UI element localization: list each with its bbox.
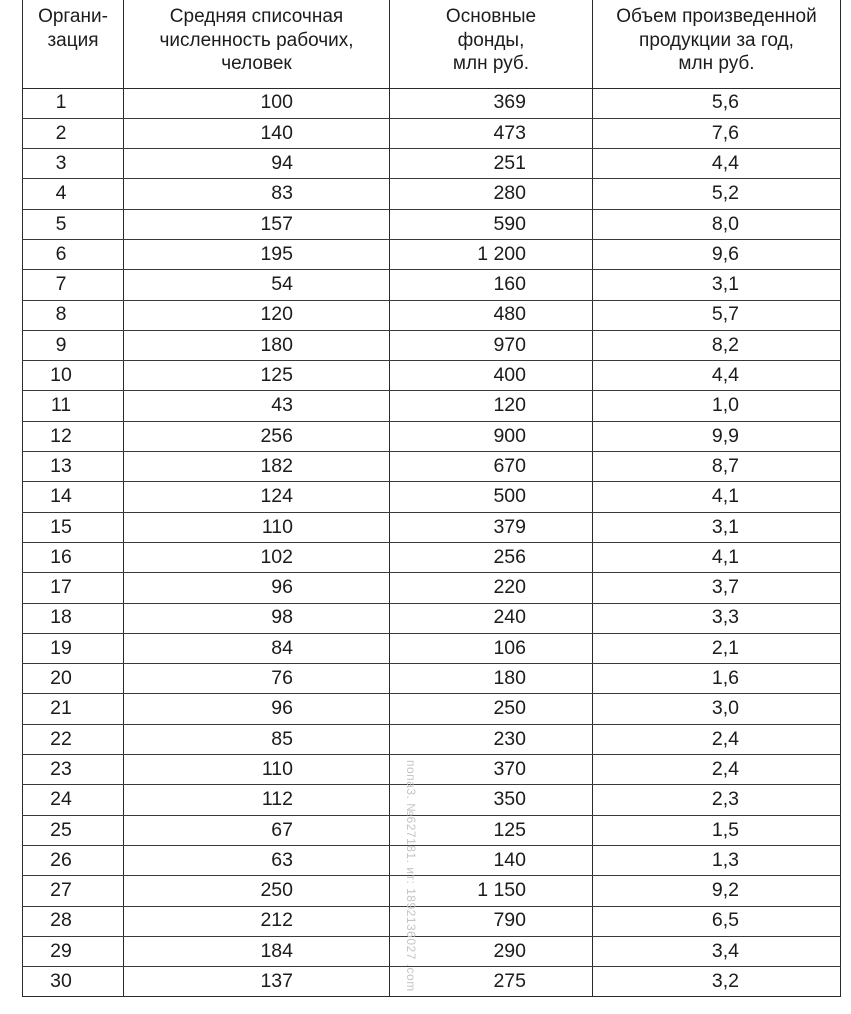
cell-organization: 13 [23, 452, 124, 482]
table-row [23, 179, 841, 209]
cell-organization: 22 [23, 724, 124, 754]
table-row [23, 391, 841, 421]
cell-output: 2,1 [593, 633, 841, 663]
header-line: Средняя списочная [169, 6, 344, 27]
cell-output: 8,0 [593, 209, 841, 239]
table-row [23, 209, 841, 239]
cell-workers: 94 [124, 149, 390, 179]
cell-organization: 14 [23, 482, 124, 512]
cell-workers: 140 [124, 118, 390, 148]
cell-output: 4,1 [593, 482, 841, 512]
cell-output: 4,4 [593, 149, 841, 179]
document-page [22, 0, 840, 997]
cell-workers: 67 [124, 815, 390, 845]
cell-fixed-assets: 379 [390, 512, 593, 542]
header-line: млн руб. [678, 53, 755, 74]
cell-output: 3,3 [593, 603, 841, 633]
cell-output: 9,9 [593, 421, 841, 451]
cell-output: 1,6 [593, 664, 841, 694]
cell-workers: 250 [124, 876, 390, 906]
table-row [23, 845, 841, 875]
cell-fixed-assets: 290 [390, 936, 593, 966]
header-line: численность рабочих, [159, 29, 354, 51]
table-row [23, 936, 841, 966]
cell-output: 2,4 [593, 755, 841, 785]
cell-output: 5,7 [593, 300, 841, 330]
cell-output: 9,6 [593, 239, 841, 269]
cell-organization: 27 [23, 876, 124, 906]
table-row [23, 785, 841, 815]
cell-organization: 8 [23, 300, 124, 330]
table-row [23, 573, 841, 603]
cell-fixed-assets: 250 [390, 694, 593, 724]
cell-output: 5,2 [593, 179, 841, 209]
cell-workers: 63 [124, 845, 390, 875]
cell-fixed-assets: 120 [390, 391, 593, 421]
header-line: человек [221, 53, 292, 74]
cell-fixed-assets: 106 [390, 633, 593, 663]
cell-fixed-assets: 350 [390, 785, 593, 815]
cell-organization: 6 [23, 239, 124, 269]
header-workers [124, 0, 390, 88]
cell-workers: 157 [124, 209, 390, 239]
cell-workers: 120 [124, 300, 390, 330]
header-line: продукции за год, [639, 29, 794, 51]
table-row [23, 906, 841, 936]
table-row [23, 724, 841, 754]
cell-workers: 137 [124, 967, 390, 997]
table-row [23, 664, 841, 694]
cell-fixed-assets: 790 [390, 906, 593, 936]
cell-output: 8,2 [593, 330, 841, 360]
cell-fixed-assets: 1 150 [390, 876, 593, 906]
cell-fixed-assets: 240 [390, 603, 593, 633]
cell-workers: 184 [124, 936, 390, 966]
cell-output: 3,1 [593, 270, 841, 300]
cell-organization: 23 [23, 755, 124, 785]
cell-fixed-assets: 256 [390, 542, 593, 572]
cell-workers: 182 [124, 452, 390, 482]
table-row [23, 755, 841, 785]
cell-workers: 112 [124, 785, 390, 815]
cell-fixed-assets: 160 [390, 270, 593, 300]
table-row [23, 815, 841, 845]
cell-workers: 124 [124, 482, 390, 512]
header-line: зация [47, 29, 99, 51]
header-line: Основные [445, 6, 537, 27]
cell-output: 6,5 [593, 906, 841, 936]
cell-workers: 102 [124, 542, 390, 572]
cell-fixed-assets: 280 [390, 179, 593, 209]
cell-workers: 180 [124, 330, 390, 360]
cell-fixed-assets: 480 [390, 300, 593, 330]
table-row [23, 512, 841, 542]
cell-fixed-assets: 500 [390, 482, 593, 512]
cell-organization: 5 [23, 209, 124, 239]
cell-organization: 7 [23, 270, 124, 300]
header-line: Объем произведенной [616, 6, 817, 27]
cell-organization: 4 [23, 179, 124, 209]
cell-workers: 85 [124, 724, 390, 754]
cell-fixed-assets: 180 [390, 664, 593, 694]
table-row [23, 361, 841, 391]
cell-organization: 28 [23, 906, 124, 936]
cell-organization: 26 [23, 845, 124, 875]
cell-output: 3,2 [593, 967, 841, 997]
cell-output: 9,2 [593, 876, 841, 906]
cell-workers: 110 [124, 512, 390, 542]
cell-output: 3,1 [593, 512, 841, 542]
table-row [23, 482, 841, 512]
cell-workers: 96 [124, 694, 390, 724]
cell-output: 4,4 [593, 361, 841, 391]
cell-workers: 125 [124, 361, 390, 391]
cell-fixed-assets: 473 [390, 118, 593, 148]
cell-fixed-assets: 140 [390, 845, 593, 875]
table-row [23, 452, 841, 482]
cell-fixed-assets: 275 [390, 967, 593, 997]
cell-organization: 30 [23, 967, 124, 997]
cell-organization: 9 [23, 330, 124, 360]
table-row [23, 149, 841, 179]
cell-fixed-assets: 220 [390, 573, 593, 603]
cell-organization: 18 [23, 603, 124, 633]
cell-workers: 100 [124, 88, 390, 118]
cell-organization: 17 [23, 573, 124, 603]
cell-organization: 24 [23, 785, 124, 815]
table-row [23, 876, 841, 906]
cell-fixed-assets: 970 [390, 330, 593, 360]
cell-output: 8,7 [593, 452, 841, 482]
cell-organization: 29 [23, 936, 124, 966]
cell-output: 3,7 [593, 573, 841, 603]
cell-fixed-assets: 370 [390, 755, 593, 785]
cell-workers: 195 [124, 239, 390, 269]
table-body [23, 88, 841, 997]
cell-organization: 3 [23, 149, 124, 179]
cell-organization: 21 [23, 694, 124, 724]
table-row [23, 633, 841, 663]
cell-organization: 1 [23, 88, 124, 118]
cell-fixed-assets: 670 [390, 452, 593, 482]
scan-watermark: попа3. №627181. ит: 1892136027 .com [404, 760, 418, 992]
cell-output: 2,4 [593, 724, 841, 754]
cell-output: 3,4 [593, 936, 841, 966]
cell-organization: 15 [23, 512, 124, 542]
cell-organization: 10 [23, 361, 124, 391]
table-row [23, 270, 841, 300]
cell-output: 1,3 [593, 845, 841, 875]
organizations-table [22, 0, 841, 997]
header-output [593, 0, 841, 88]
cell-fixed-assets: 900 [390, 421, 593, 451]
header-fixed-assets [390, 0, 593, 88]
cell-fixed-assets: 400 [390, 361, 593, 391]
cell-organization: 2 [23, 118, 124, 148]
cell-organization: 12 [23, 421, 124, 451]
cell-fixed-assets: 369 [390, 88, 593, 118]
header-line: млн руб. [452, 53, 530, 74]
table-row [23, 330, 841, 360]
table-row [23, 603, 841, 633]
cell-workers: 96 [124, 573, 390, 603]
table-header [23, 0, 841, 88]
cell-workers: 212 [124, 906, 390, 936]
cell-organization: 19 [23, 633, 124, 663]
cell-output: 3,0 [593, 694, 841, 724]
header-line: фонды, [457, 29, 525, 51]
cell-workers: 110 [124, 755, 390, 785]
cell-output: 1,5 [593, 815, 841, 845]
table-row [23, 88, 841, 118]
table-row [23, 694, 841, 724]
cell-workers: 84 [124, 633, 390, 663]
cell-fixed-assets: 125 [390, 815, 593, 845]
cell-workers: 83 [124, 179, 390, 209]
cell-output: 4,1 [593, 542, 841, 572]
cell-fixed-assets: 251 [390, 149, 593, 179]
cell-output: 7,6 [593, 118, 841, 148]
cell-fixed-assets: 590 [390, 209, 593, 239]
cell-workers: 54 [124, 270, 390, 300]
cell-workers: 98 [124, 603, 390, 633]
table-row [23, 118, 841, 148]
cell-output: 1,0 [593, 391, 841, 421]
header-organization [23, 0, 124, 88]
cell-output: 5,6 [593, 88, 841, 118]
cell-workers: 256 [124, 421, 390, 451]
cell-organization: 16 [23, 542, 124, 572]
cell-fixed-assets: 1 200 [390, 239, 593, 269]
table-row [23, 421, 841, 451]
table-row [23, 542, 841, 572]
cell-organization: 25 [23, 815, 124, 845]
cell-organization: 11 [23, 391, 124, 421]
cell-output: 2,3 [593, 785, 841, 815]
table-row [23, 967, 841, 997]
header-row [23, 0, 841, 88]
cell-fixed-assets: 230 [390, 724, 593, 754]
cell-organization: 20 [23, 664, 124, 694]
header-line: Органи- [38, 6, 108, 27]
table-row [23, 239, 841, 269]
cell-workers: 76 [124, 664, 390, 694]
table-row [23, 300, 841, 330]
cell-workers: 43 [124, 391, 390, 421]
